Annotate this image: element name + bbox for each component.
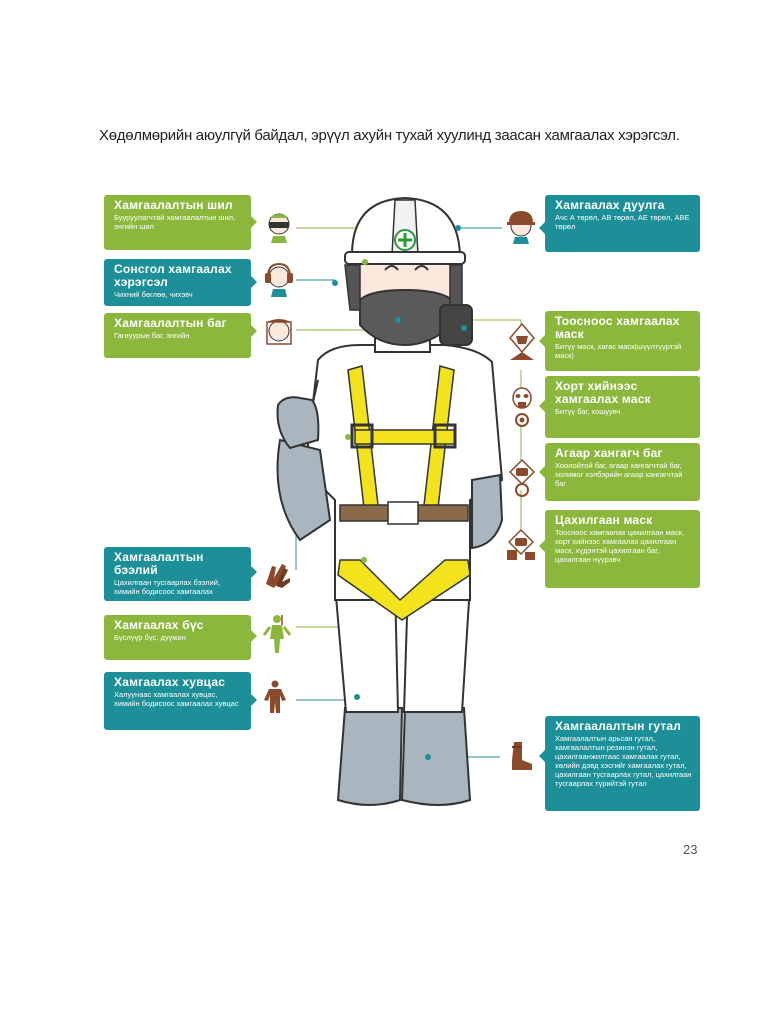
box-desc: Тоосноос хамгаалах цахилгаан маск, хорт хийнээс хамгаалах цахилгаан маск, хүдэнтэй цахилгаан баг, цахилгаан нүүрэвч [555, 528, 685, 564]
box-desc: Халуунаас хамгаалах хувцас, химийн бодисоос хамгаалах хувцас [114, 690, 239, 708]
box-title: Хамгаалалтын гутал [555, 719, 682, 733]
box-desc: Хамгаалалтын арьсан гутал, хамгаалалтын резинэн гутал, цахилгаанжилтаас хамгаалах гутал, хөлийн дэвд хэсгийг хамгаалах гутал, цахилгаан тусгаарлах гутал, цахилгаан тусгаарлах түрийтэй гутал [555, 734, 692, 788]
box-gas-mask [545, 376, 700, 438]
pointer [251, 694, 257, 706]
pointer [539, 400, 545, 412]
helmet-icon [506, 208, 536, 244]
boots-icon [508, 740, 534, 772]
box-title: Сонсгол хамгаалах хэрэгсэл [114, 262, 232, 289]
box-desc: Ачс А төрөл, АВ төрөл, АЕ төрөл, АВЕ төрөл [555, 213, 690, 231]
pointer [539, 466, 545, 478]
electric-mask-icon [506, 528, 536, 562]
page-title: Хөдөлмөрийн аюулгүй байдал, эрүүл ахуйн тухай хуулинд заасан хамгаалах хэрэгсэл. [99, 127, 680, 144]
box-title: Хамгаалах бүс [114, 618, 204, 632]
box-title: Хамгаалах хувцас [114, 675, 226, 689]
box-gloves [104, 547, 251, 601]
gas-mask-icon [508, 386, 536, 428]
pointer [251, 630, 257, 642]
box-protective-clothing [104, 672, 251, 730]
pointer [539, 540, 545, 552]
box-title: Тоосноос хамгаалах маск [555, 314, 680, 341]
pointer [251, 216, 257, 228]
pointer [539, 750, 545, 762]
pointer [251, 276, 257, 288]
box-electric-mask [545, 510, 700, 588]
box-helmet [545, 195, 700, 252]
box-desc: Гагнуурын баг, энгийн [114, 331, 190, 340]
face-shield-icon [264, 316, 294, 350]
box-title: Агаар хангагч баг [555, 446, 663, 460]
box-desc: Цахилгаан тусгаарлах бээлий, химийн бодисоос хамгаалах [114, 578, 221, 596]
box-title: Хамгаалалтын бээлий [114, 550, 204, 577]
gloves-icon [262, 558, 294, 590]
box-title: Хамгаалалтын шил [114, 198, 233, 212]
box-desc: Битүү баг, хошуувч [555, 407, 621, 416]
box-hearing-protection [104, 259, 251, 306]
box-title: Хорт хийнээс хамгаалах маск [555, 379, 651, 406]
dust-mask-icon [508, 322, 536, 362]
pointer [251, 566, 257, 578]
air-supply-icon [508, 458, 536, 498]
earmuffs-icon [264, 262, 294, 298]
box-desc: Хоолойтой баг, агаар хангагчтай баг, холимог хэлбэрийн агаар хангагчтай баг [555, 461, 683, 488]
pointer [251, 325, 257, 337]
box-face-shield [104, 313, 251, 358]
box-title: Хамгаалах дуулга [555, 198, 665, 212]
box-title: Цахилгаан маск [555, 513, 653, 527]
box-desc: Битүү маск, хагас маск(шүүлтүүртэй маск) [555, 342, 682, 360]
pointer [539, 335, 545, 347]
harness-icon [262, 613, 292, 655]
box-title: Хамгаалалтын баг [114, 316, 227, 330]
pointer [539, 222, 545, 234]
box-desc: Бүслүүр бүс, дүүжин [114, 633, 186, 642]
box-harness [104, 615, 251, 660]
box-dust-mask [545, 311, 700, 371]
box-safety-glasses [104, 195, 251, 250]
page-number: 23 [683, 842, 698, 857]
box-desc: Чихний бөглөө, чихэвч [114, 290, 193, 299]
box-desc: Бууруулагчтай хамгаалалтын шил, энгийн шил [114, 213, 236, 231]
coverall-icon [262, 680, 288, 714]
goggles-icon [264, 210, 294, 244]
box-safety-boots [545, 716, 700, 811]
box-air-supply-mask [545, 443, 700, 501]
